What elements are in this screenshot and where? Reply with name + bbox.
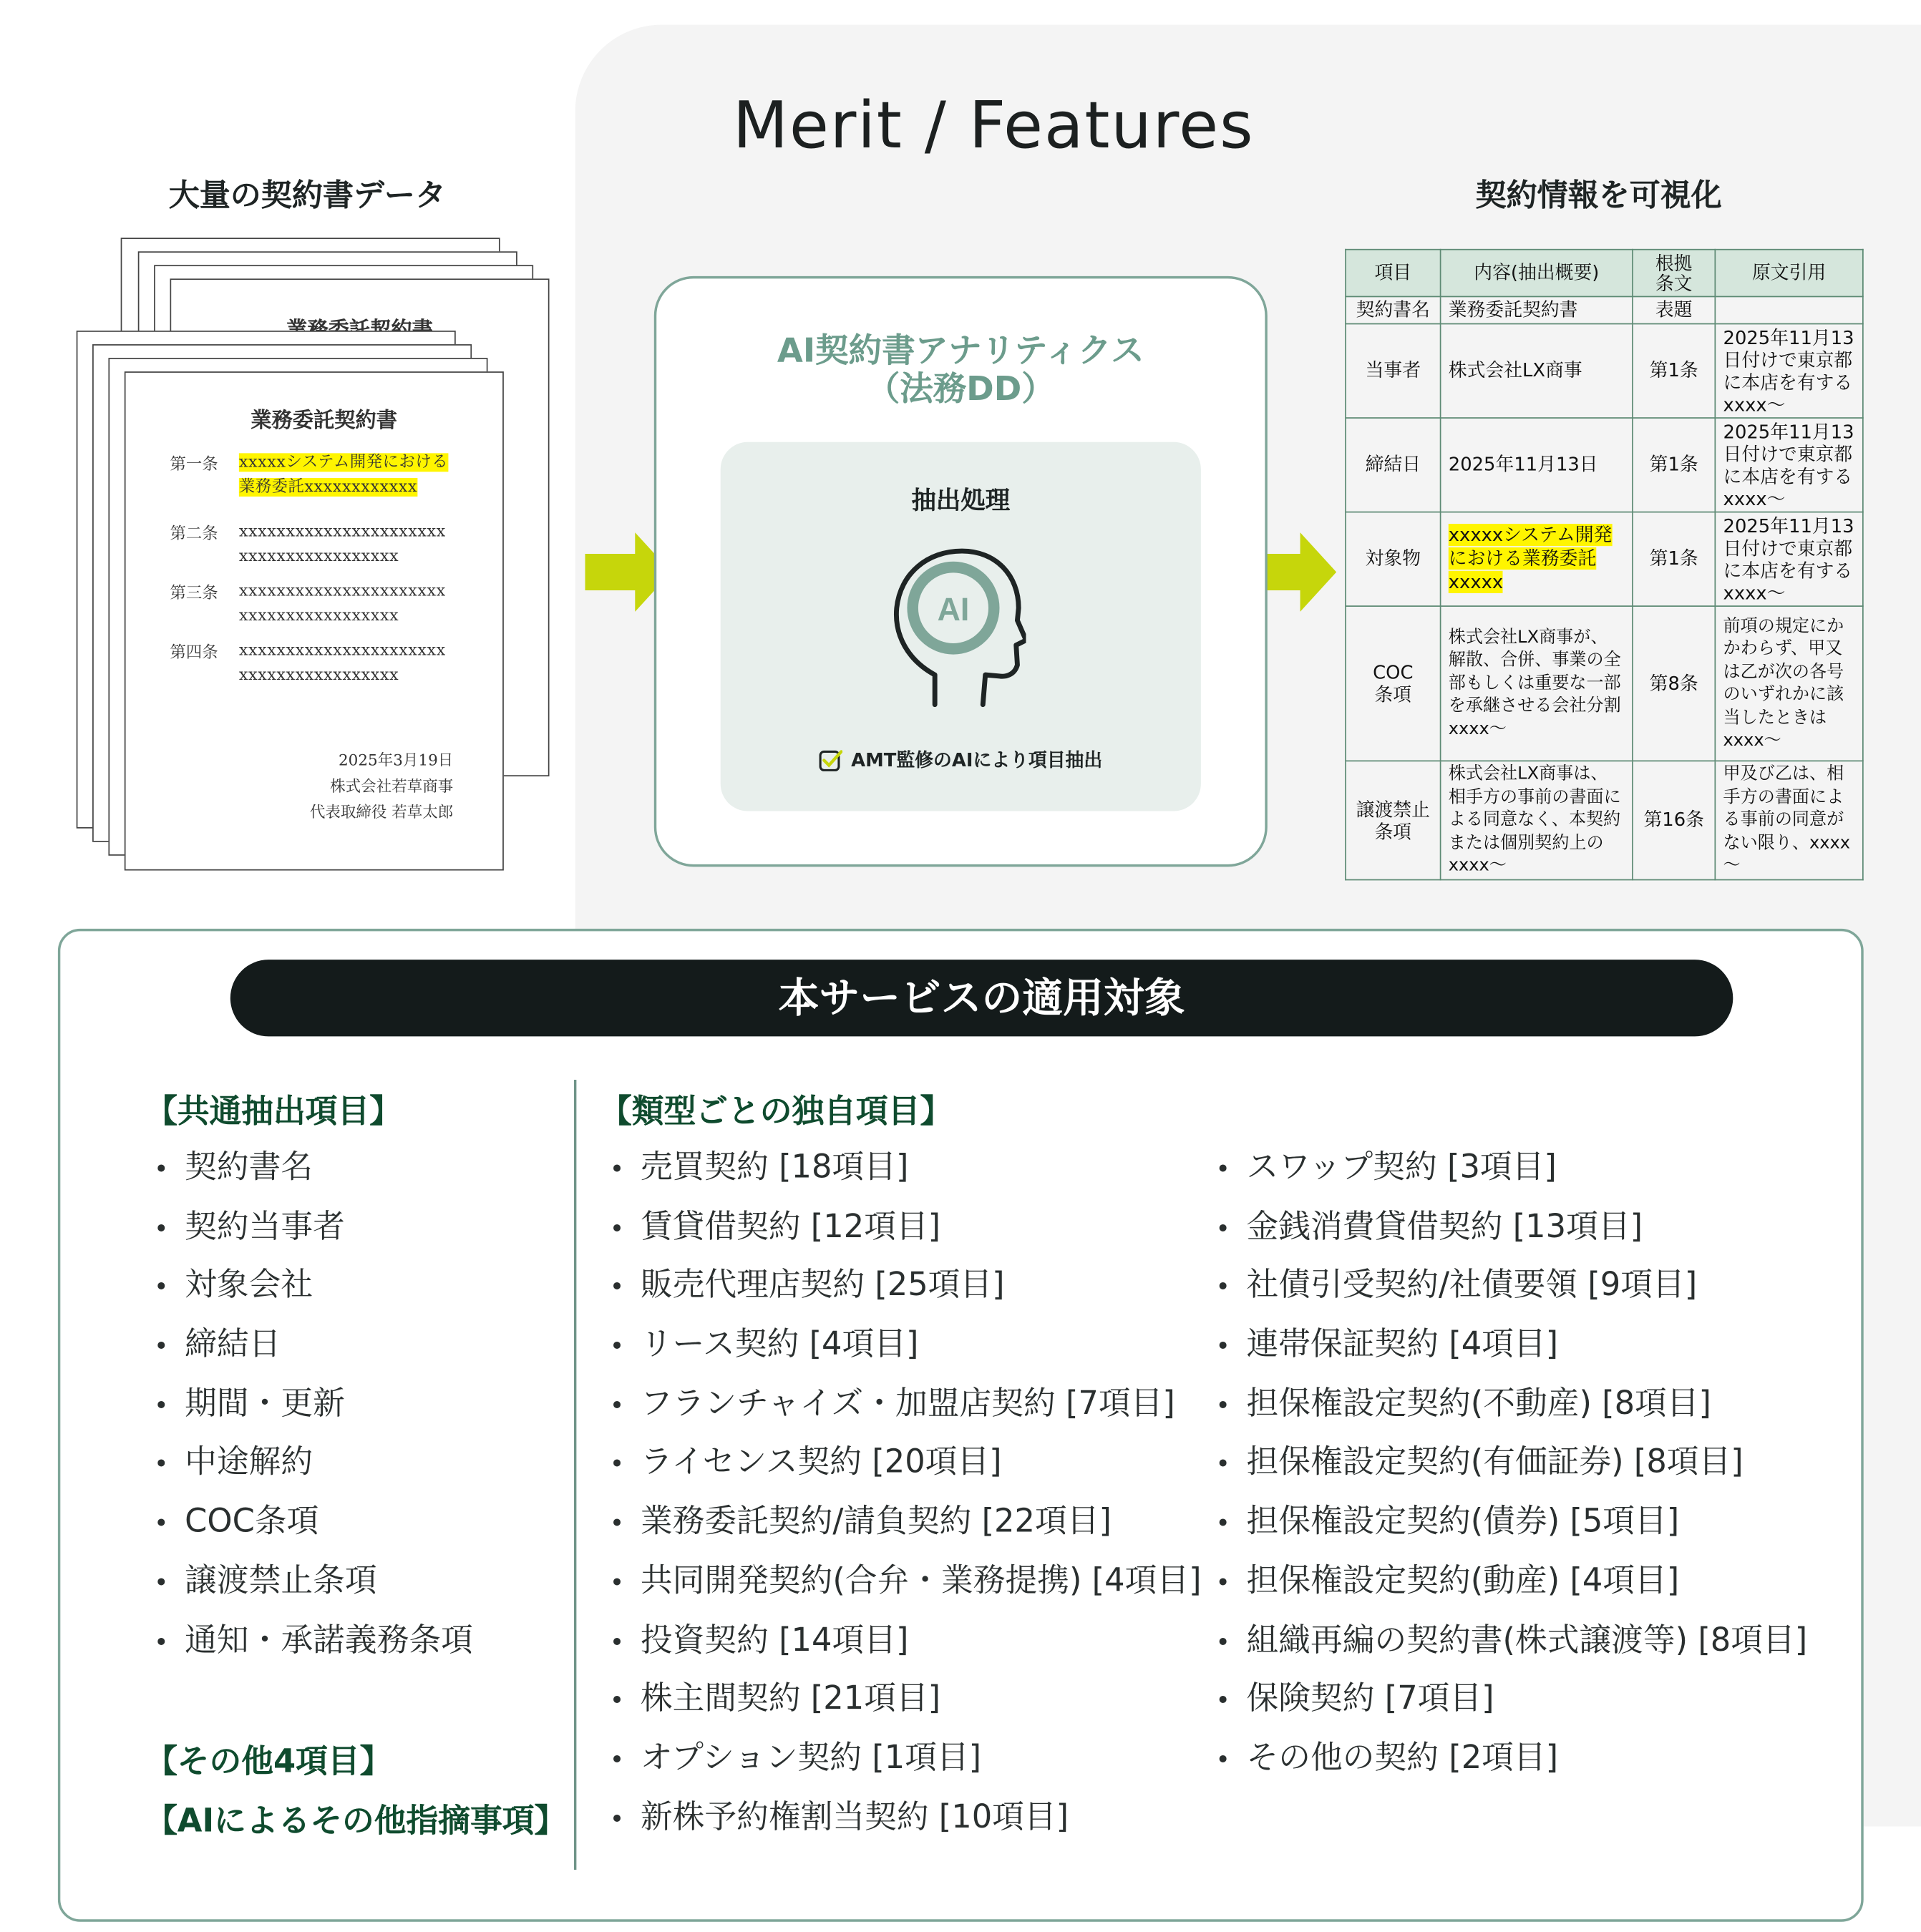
list-item: • オプション契約 [1項目] xyxy=(610,1731,1202,1790)
doc-title: 業務委託契約書 xyxy=(251,409,397,434)
table-header-row xyxy=(1346,250,1863,297)
check-note: AMT監修のAIにより項目抽出 xyxy=(851,748,1103,772)
list-item: • 業務委託契約/請負契約 [22項目] xyxy=(610,1495,1202,1554)
table-cell: 譲渡禁止 条項 xyxy=(1346,761,1441,879)
article-label: 第二条 xyxy=(170,525,218,544)
ai-heading: 【AIによるその他指摘事項】 xyxy=(145,1802,567,1840)
list-item: • 通知・承諾義務条項 xyxy=(154,1613,473,1672)
list-item: • 売買契約 [18項目] xyxy=(610,1141,1202,1200)
article-label: 第三条 xyxy=(170,584,218,603)
list-item: • 締結日 xyxy=(154,1317,473,1377)
list-item: • 担保権設定契約(有価証券) [8項目] xyxy=(1216,1435,1808,1495)
table-cell: COC 条項 xyxy=(1346,606,1441,761)
process-label: 抽出処理 xyxy=(911,485,1011,515)
list-item: • 中途解約 xyxy=(154,1435,473,1495)
left-heading: 大量の契約書データ xyxy=(168,177,446,213)
article-line: xxxxxxxxxxxxxxxxx xyxy=(238,547,399,566)
divider xyxy=(574,1080,576,1870)
article-4 xyxy=(170,639,502,688)
table-cell: 業務委託契約書 xyxy=(1441,296,1633,323)
table-cell: 第1条 xyxy=(1633,324,1715,419)
list-item: • 新株予約権割当契約 [10項目] xyxy=(610,1790,1202,1850)
list-item: • 担保権設定契約(不動産) [8項目] xyxy=(1216,1377,1808,1436)
list-item: • 組織再編の契約書(株式譲渡等) [8項目] xyxy=(1216,1613,1808,1672)
list-item: • 譲渡禁止条項 xyxy=(154,1553,473,1613)
list-item: • COC条項 xyxy=(154,1495,473,1554)
article-label: 第一条 xyxy=(170,455,218,474)
article-line: xxxxxxxxxxxxxxxxxxxxxx xyxy=(238,641,446,660)
article-3 xyxy=(170,580,502,629)
table-header: 項目 xyxy=(1346,250,1441,297)
common-heading: 【共通抽出項目】 xyxy=(145,1093,402,1131)
article-line: xxxxxシステム開発における xyxy=(238,453,449,472)
list-item: • 期間・更新 xyxy=(154,1377,473,1436)
article-line: xxxxxxxxxxxxxxxxx xyxy=(238,606,399,625)
doc-front xyxy=(125,371,504,870)
list-item: • 保険契約 [7項目] xyxy=(1216,1672,1808,1731)
table-cell: 株式会社LX商事 xyxy=(1441,324,1633,419)
table-cell: 第8条 xyxy=(1633,606,1715,761)
table-row xyxy=(1346,324,1863,419)
analytics-title-line1: AI契約書アナリティクス xyxy=(777,331,1144,371)
article-2 xyxy=(170,520,502,570)
type-items-col1 xyxy=(610,1141,1202,1849)
article-line: 業務委託xxxxxxxxxxxx xyxy=(238,477,418,497)
table-cell: 対象物 xyxy=(1346,512,1441,607)
ai-head-icon xyxy=(890,546,1026,709)
table-header: 根拠 条文 xyxy=(1633,250,1715,297)
table-cell: 表題 xyxy=(1633,296,1715,323)
table-header: 原文引用 xyxy=(1715,250,1863,297)
table-cell: 当事者 xyxy=(1346,324,1441,419)
highlighted-content: xxxxxシステム開発における業務委託xxxxx xyxy=(1448,524,1613,593)
table-header: 内容(抽出概要) xyxy=(1441,250,1633,297)
table-cell: 株式会社LX商事が、解散、合併、事業の全部もしくは重要な一部を承継させる会社分割xxxx～ xyxy=(1441,606,1633,761)
signature-block xyxy=(310,746,453,824)
type-items-col2 xyxy=(1216,1141,1808,1790)
list-item: • 契約当事者 xyxy=(154,1199,473,1259)
list-item: • 対象会社 xyxy=(154,1259,473,1318)
table-cell: 甲及び乙は、相手方の書面による事前の同意がない限り、xxxx～ xyxy=(1715,761,1863,879)
table-cell: 第16条 xyxy=(1633,761,1715,879)
list-item: • 投資契約 [14項目] xyxy=(610,1613,1202,1672)
ai-badge: AI xyxy=(937,590,970,628)
table-cell: 締結日 xyxy=(1346,418,1441,512)
table-cell: 契約書名 xyxy=(1346,296,1441,323)
list-item: • リース契約 [4項目] xyxy=(610,1317,1202,1377)
article-line: xxxxxxxxxxxxxxxxx xyxy=(238,666,399,685)
list-item: • 契約書名 xyxy=(154,1141,473,1200)
list-item: • スワップ契約 [3項目] xyxy=(1216,1141,1808,1200)
table-cell: 2025年11月13日付けで東京都に本店を有するxxxx～ xyxy=(1715,418,1863,512)
right-heading: 契約情報を可視化 xyxy=(1475,177,1722,213)
table-cell xyxy=(1441,512,1633,607)
table-row xyxy=(1346,296,1863,323)
table-cell: 2025年11月13日付けで東京都に本店を有するxxxx～ xyxy=(1715,324,1863,419)
list-item: • 賃貸借契約 [12項目] xyxy=(610,1199,1202,1259)
list-item: • 販売代理店契約 [25項目] xyxy=(610,1259,1202,1318)
article-line: xxxxxxxxxxxxxxxxxxxxxx xyxy=(238,522,446,542)
list-item: • 担保権設定契約(動産) [4項目] xyxy=(1216,1553,1808,1613)
list-item: • 担保権設定契約(債券) [5項目] xyxy=(1216,1495,1808,1554)
other-heading: 【その他4項目】 xyxy=(145,1743,392,1781)
table-cell: 第1条 xyxy=(1633,512,1715,607)
table-cell: 2025年11月13日 xyxy=(1441,418,1633,512)
list-item: • 共同開発契約(合弁・業務提携) [4項目] xyxy=(610,1553,1202,1613)
table-cell: 前項の規定にかかわらず、甲又は乙が次の各号のいずれかに該当したときはxxxx～ xyxy=(1715,606,1863,761)
list-item: • 社債引受契約/社債要領 [9項目] xyxy=(1216,1259,1808,1318)
article-label: 第四条 xyxy=(170,643,218,663)
table-cell: 株式会社LX商事は、相手方の事前の書面による同意なく、本契約または個別契約上のxxxx～ xyxy=(1441,761,1633,879)
table-row xyxy=(1346,761,1863,879)
table-row xyxy=(1346,512,1863,607)
check-icon xyxy=(819,748,842,771)
analytics-title xyxy=(654,332,1268,409)
list-item: • フランチャイズ・加盟店契約 [7項目] xyxy=(610,1377,1202,1436)
table-cell xyxy=(1715,296,1863,323)
article-line: xxxxxxxxxxxxxxxxxxxxxx xyxy=(238,582,446,601)
analytics-title-line2: （法務DD） xyxy=(866,370,1055,409)
article-1 xyxy=(170,451,502,500)
table-cell: 第1条 xyxy=(1633,418,1715,512)
type-heading: 【類型ごとの独自項目】 xyxy=(600,1093,953,1131)
list-item: • ライセンス契約 [20項目] xyxy=(610,1435,1202,1495)
doc-company: 株式会社若草商事 xyxy=(330,776,454,795)
doc-representative: 代表取締役 若草太郎 xyxy=(309,802,454,821)
table-row xyxy=(1346,418,1863,512)
common-items-list xyxy=(154,1141,473,1672)
list-item: • 連帯保証契約 [4項目] xyxy=(1216,1317,1808,1377)
check-note-row xyxy=(819,746,1102,772)
list-item: • 株主間契約 [21項目] xyxy=(610,1672,1202,1731)
table-cell: 2025年11月13日付けで東京都に本店を有するxxxx～ xyxy=(1715,512,1863,607)
table-row xyxy=(1346,606,1863,761)
list-item: • その他の契約 [2項目] xyxy=(1216,1731,1808,1790)
applicability-title: 本サービスの適用対象 xyxy=(230,960,1733,1036)
extraction-panel xyxy=(721,442,1201,811)
contract-info-table xyxy=(1345,249,1863,881)
page-title: Merit / Features xyxy=(732,89,1255,164)
doc-date: 2025年3月19日 xyxy=(338,750,454,769)
list-item: • 金銭消費貸借契約 [13項目] xyxy=(1216,1199,1808,1259)
